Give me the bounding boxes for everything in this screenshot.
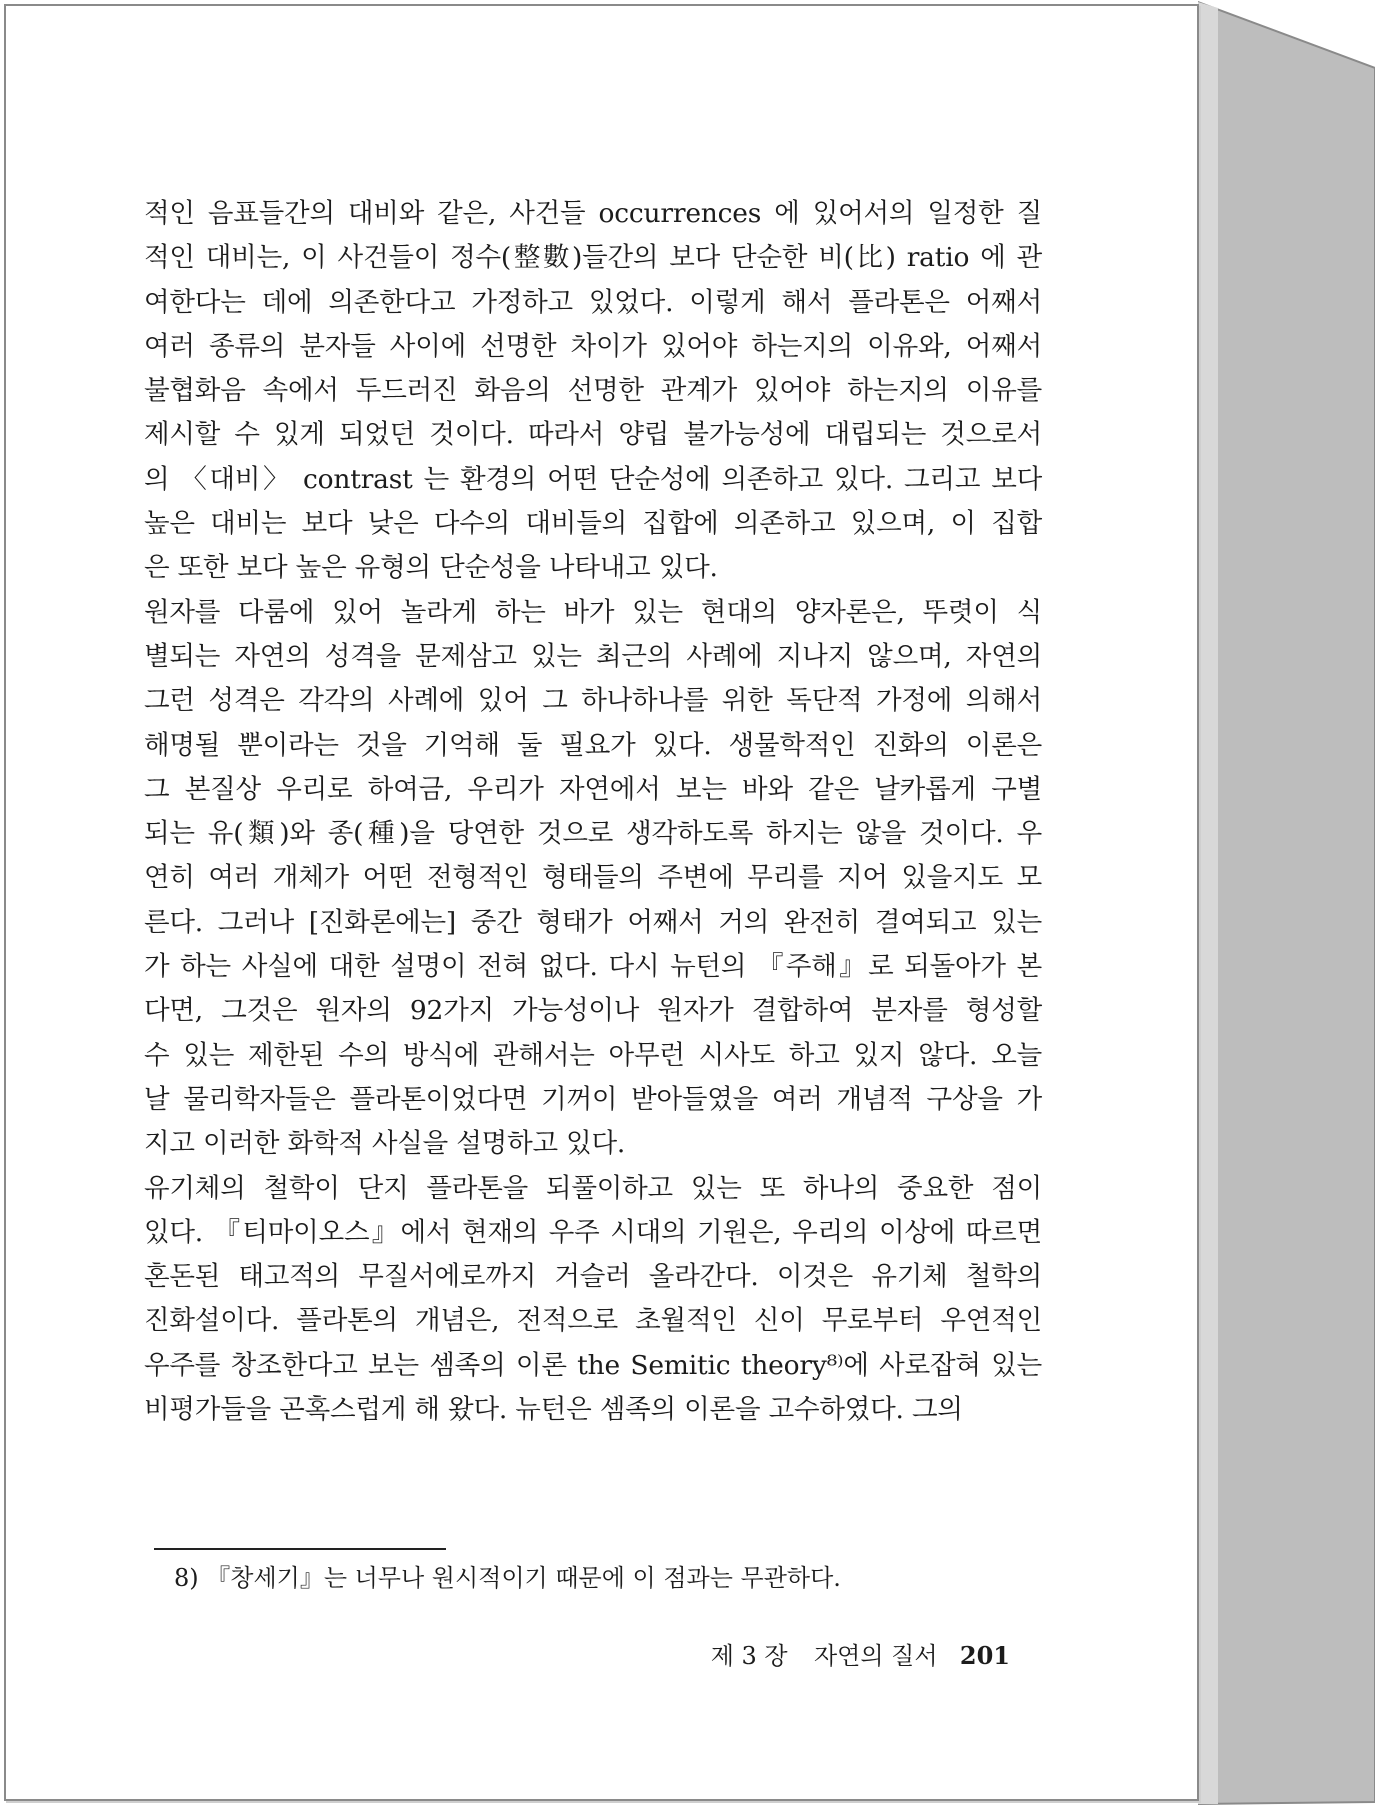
text-line: 높은 대비는 보다 낮은 다수의 대비들의 집합에 의존하고 있으며, 이 집합 — [144, 508, 1042, 540]
paragraph — [144, 192, 1042, 591]
text-line: 되는 유(類)와 종(種)을 당연한 것으로 생각하도록 하지는 않을 것이다. 우 — [144, 818, 1042, 850]
text-line: 지고 이러한 화학적 사실을 설명하고 있다. — [144, 1128, 626, 1160]
text-line: 여한다는 데에 의존한다고 가정하고 있었다. 이렇게 해서 플라톤은 어째서 — [144, 286, 1042, 318]
text-line: 가 하는 사실에 대한 설명이 전혀 없다. 다시 뉴턴의 『주해』로 되돌아가 본 — [144, 951, 1042, 983]
text-line: 혼돈된 태고적의 무질서에로까지 거슬러 올라간다. 이것은 유기체 철학의 — [144, 1261, 1042, 1293]
text-line: 비평가들을 곤혹스럽게 해 왔다. 뉴턴은 셈족의 이론을 고수하였다. 그의 — [144, 1394, 963, 1426]
text-line: 불협화음 속에서 두드러진 화음의 선명한 관계가 있어야 하는지의 이유를 — [144, 375, 1042, 407]
text-line: 의 〈대비〉 contrast 는 환경의 어떤 단순성에 의존하고 있다. 그리고 보다 — [144, 463, 1042, 495]
text-line: 진화설이다. 플라톤의 개념은, 전적으로 초월적인 신이 무로부터 우연적인 — [144, 1305, 1042, 1337]
text-line: 은 또한 보다 높은 유형의 단순성을 나타내고 있다. — [144, 552, 718, 584]
text-line: 유기체의 철학이 단지 플라톤을 되풀이하고 있는 또 하나의 중요한 점이 — [144, 1172, 1042, 1204]
page-edge — [1198, 0, 1375, 1806]
text-line: 제시할 수 있게 되었던 것이다. 따라서 양립 불가능성에 대립되는 것으로서 — [144, 419, 1042, 451]
text-line: 그 본질상 우리로 하여금, 우리가 자연에서 보는 바와 같은 날카롭게 구별 — [144, 773, 1042, 805]
body-text — [144, 192, 1042, 1432]
text-line: 적인 대비는, 이 사건들이 정수(整數)들간의 보다 단순한 비(比) ratio 에 관 — [144, 242, 1042, 274]
text-line: 연히 여러 개체가 어떤 전형적인 형태들의 주변에 무리를 지어 있을지도 모 — [144, 862, 1042, 894]
chapter-title: 자연의 질서 — [813, 1642, 938, 1670]
text-line: 그런 성격은 각각의 사례에 있어 그 하나하나를 위한 독단적 가정에 의해서 — [144, 685, 1042, 717]
text-line: 수 있는 제한된 수의 방식에 관해서는 아무런 시사도 하고 있지 않다. 오늘 — [144, 1039, 1042, 1071]
paragraph — [144, 591, 1042, 1167]
running-foot — [700, 1636, 1010, 1676]
text-line: 여러 종류의 분자들 사이에 선명한 차이가 있어야 하는지의 이유와, 어째서 — [144, 330, 1042, 362]
text-line: 른다. 그러나 [진화론에는] 중간 형태가 어째서 거의 완전히 결여되고 있는 — [144, 906, 1042, 938]
book-page — [4, 4, 1199, 1801]
footnote-rule — [154, 1548, 446, 1550]
text-line: 있다. 『티마이오스』에서 현재의 우주 시대의 기원은, 우리의 이상에 따르면 — [144, 1216, 1042, 1248]
page-number: 201 — [959, 1641, 1010, 1670]
text-line: 별되는 자연의 성격을 문제삼고 있는 최근의 사례에 지나지 않으며, 자연의 — [144, 640, 1042, 672]
text-line: 우주를 창조한다고 보는 셈족의 이론 the Semitic theory⁸⁾에 사로잡혀 있는 — [144, 1349, 1042, 1381]
text-line: 적인 음표들간의 대비와 같은, 사건들 occurrences 에 있어서의 일정한 질 — [144, 198, 1042, 229]
paragraph — [144, 1167, 1042, 1433]
footnote: 8) 『창세기』는 너무나 원시적이기 때문에 이 점과는 무관하다. — [174, 1564, 841, 1592]
text-line: 원자를 다룸에 있어 놀라게 하는 바가 있는 현대의 양자론은, 뚜렷이 식 — [144, 596, 1042, 628]
chapter-label: 제 3 장 — [710, 1642, 788, 1670]
text-line: 해명될 뿐이라는 것을 기억해 둘 필요가 있다. 생물학적인 진화의 이론은 — [144, 729, 1042, 761]
text-line: 날 물리학자들은 플라톤이었다면 기꺼이 받아들였을 여러 개념적 구상을 가 — [144, 1083, 1042, 1115]
text-line: 다면, 그것은 원자의 92가지 가능성이나 원자가 결합하여 분자를 형성할 — [144, 995, 1042, 1027]
